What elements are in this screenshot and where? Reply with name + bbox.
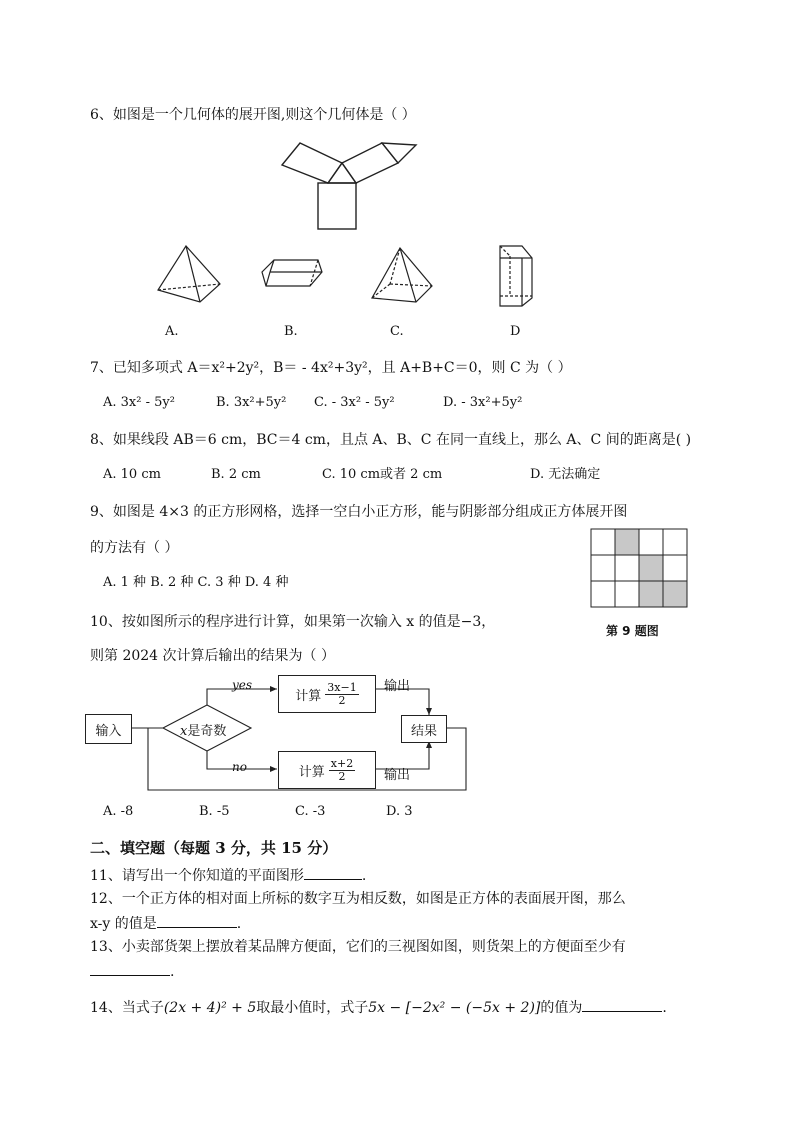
q12-text-line2: x-y 的值是: [90, 916, 157, 932]
flow-output-top: 输出: [384, 679, 411, 694]
grid-cell-blank: [615, 581, 639, 607]
flow-calc-bottom-fraction: [329, 758, 355, 783]
q6-option-a: A.: [165, 324, 179, 339]
q11-answer-blank[interactable]: [304, 865, 362, 880]
flow-calc-top-label: 计算: [295, 688, 322, 704]
flow-calc-bottom-num: x+2: [330, 756, 354, 770]
q8-option-d: D. 无法确定: [530, 467, 601, 482]
q14-line: [90, 997, 667, 1018]
q7-option-d: D. - 3x²+5y²: [443, 395, 523, 410]
q12-end: .: [236, 916, 242, 932]
q13-end: .: [170, 964, 175, 980]
q8-option-c: C. 10 cm或者 2 cm: [322, 467, 443, 482]
q14-expr2: 5x − [−2x² − (−5x + 2)]: [368, 1000, 541, 1016]
grid-cell-shaded: [639, 581, 663, 607]
grid-cell-blank: [591, 555, 615, 581]
q11-text: 11、请写出一个你知道的平面图形: [90, 868, 304, 884]
flow-result-box: 结果: [401, 715, 447, 743]
q7-option-c: C. - 3x² - 5y²: [314, 395, 395, 410]
flow-calc-bottom-label: 计算: [298, 764, 325, 780]
flow-output-bottom: 输出: [384, 768, 411, 783]
q7-text: 7、已知多项式 A＝x²+2y²，B＝ - 4x²+3y²，且 A+B+C＝0，则 C 为（ ）: [90, 360, 572, 376]
flow-condition: [180, 720, 226, 739]
option-d-prism: [500, 246, 532, 306]
grid-cell-blank: [615, 555, 639, 581]
grid-cell-blank: [663, 555, 687, 581]
flow-calc-top-den: 2: [338, 693, 346, 707]
q14-prefix: 14、当式子: [90, 1000, 164, 1016]
q10-text-line1: 10、按如图所示的程序进行计算，如果第一次输入 x 的值是−3，: [90, 614, 496, 630]
q7-option-a: A. 3x² - 5y²: [103, 395, 175, 410]
grid-cell-shaded: [615, 529, 639, 555]
q8-text: 8、如果线段 AB＝6 cm，BC＝4 cm，且点 A、B、C 在同一直线上，那么 A、C 间的距离是( ): [90, 432, 692, 448]
q12-answer-blank[interactable]: [157, 913, 237, 928]
q11-end: .: [361, 868, 367, 884]
q9-text-line2: 的方法有（ ）: [90, 540, 179, 556]
q8-option-b: B. 2 cm: [211, 467, 261, 482]
option-a-pyramid: [158, 246, 220, 302]
net-figure: [270, 135, 420, 235]
q13-answer-blank[interactable]: [90, 961, 170, 976]
q14-middle: 取最小值时，式子: [256, 1000, 369, 1016]
q9-caption: 第 9 题图: [606, 624, 659, 638]
flow-calc-top-box: [278, 675, 376, 713]
grid-cell-shaded: [639, 555, 663, 581]
q6-option-b: B.: [284, 324, 298, 339]
q11-line: [90, 865, 366, 886]
flow-input-box: 输入: [85, 714, 132, 744]
flow-calc-top-fraction: [325, 682, 358, 707]
q14-answer-blank[interactable]: [582, 997, 662, 1012]
solids-options: [150, 242, 535, 312]
q10-option-d: D. 3: [386, 804, 413, 819]
flow-condition-var: x: [180, 724, 188, 739]
grid-cell-blank: [591, 529, 615, 555]
q14-expr1: (2x + 4)² + 5: [163, 1000, 257, 1016]
q13-line2: [90, 961, 174, 982]
q10-text-line2: 则第 2024 次计算后输出的结果为（ ）: [90, 648, 335, 664]
q10-option-a: A. -8: [103, 804, 134, 819]
grid-cell-blank: [639, 529, 663, 555]
flow-yes-label: yes: [232, 678, 253, 692]
q9-options: A. 1 种 B. 2 种 C. 3 种 D. 4 种: [103, 575, 289, 590]
section2-title: 二、填空题（每题 3 分，共 15 分）: [90, 839, 338, 857]
q6-option-c: C.: [390, 324, 404, 339]
q12-text-line1: 12、一个正方体的相对面上所标的数字互为相反数，如图是正方体的表面展开图，那么: [90, 891, 626, 907]
grid-cell-shaded: [663, 581, 687, 607]
q13-text-line1: 13、小卖部货架上摆放着某品牌方便面，它们的三视图如图，则货架上的方便面至少有: [90, 939, 626, 955]
q9-text-line1: 9、如图是 4×3 的正方形网格，选择一空白小正方形，能与阴影部分组成正方体展开图: [90, 504, 628, 520]
flow-calc-top-num: 3x−1: [327, 680, 357, 694]
flow-condition-text: 是奇数: [187, 724, 227, 739]
grid-cell-blank: [591, 581, 615, 607]
q8-option-a: A. 10 cm: [103, 467, 161, 482]
q9-grid-figure: [590, 528, 688, 608]
grid-cell-blank: [663, 529, 687, 555]
q12-line2: [90, 913, 241, 934]
q14-end: .: [662, 1000, 667, 1016]
q10-option-b: B. -5: [199, 804, 230, 819]
q6-text: 6、如图是一个几何体的展开图,则这个几何体是（ ）: [90, 107, 416, 123]
q10-option-c: C. -3: [295, 804, 326, 819]
q6-option-d: D: [510, 324, 521, 339]
q7-option-b: B. 3x²+5y²: [216, 395, 287, 410]
flow-calc-bottom-box: [278, 751, 376, 789]
flow-no-label: no: [232, 760, 247, 774]
q14-suffix: 的值为: [540, 1000, 583, 1016]
flow-calc-bottom-den: 2: [338, 769, 346, 783]
option-b-prism: [262, 260, 322, 286]
option-c-pyramid: [372, 248, 432, 302]
